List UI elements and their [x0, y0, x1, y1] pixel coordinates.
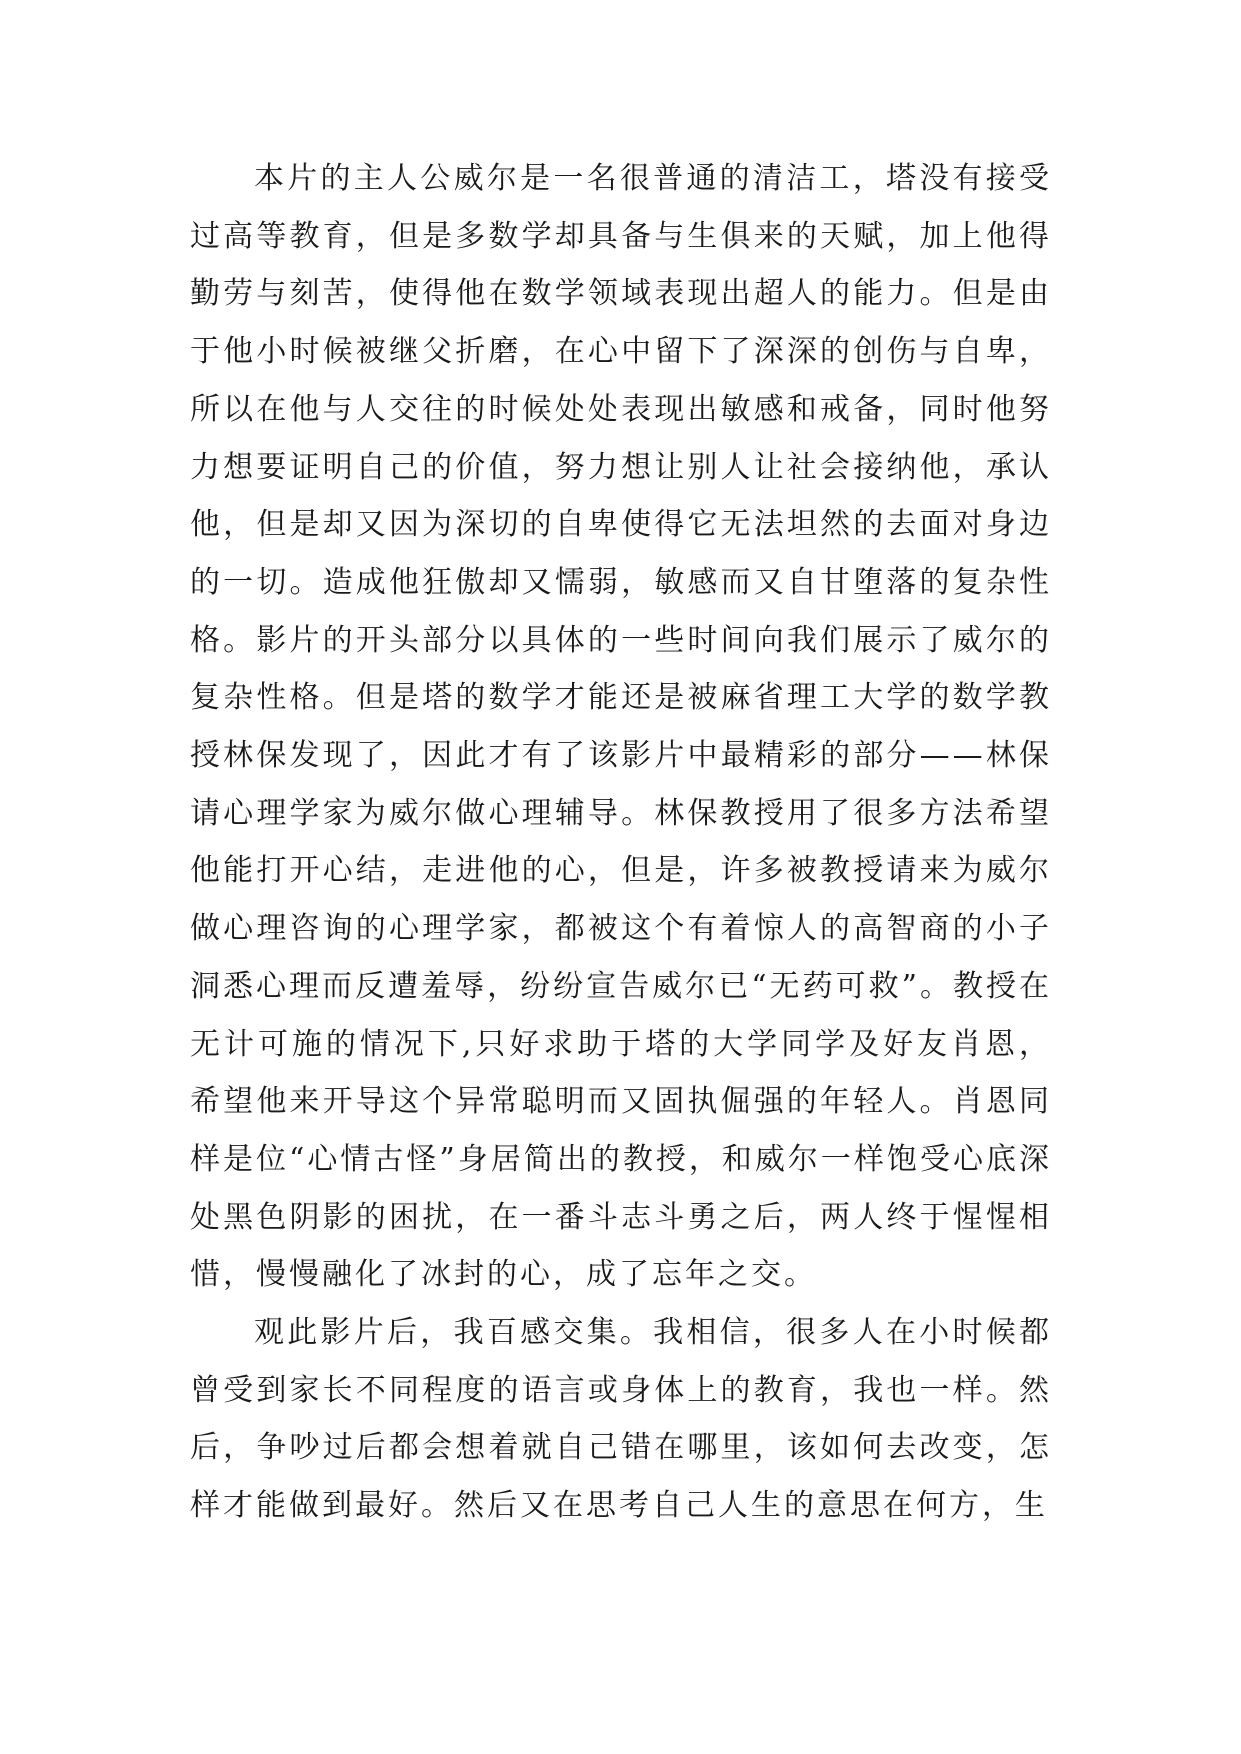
document-body — [190, 150, 1052, 1535]
paragraph-2: 观此影片后，我百感交集。我相信，很多人在小时候都曾受到家长不同程度的语言或身体上的教育，我也一样。然后，争吵过后都会想着就自己错在哪里，该如何去改变，怎样才能做到最好。然后又在思考自己人生的意思在何方，生 — [190, 1315, 1052, 1524]
paragraph-1: 本片的主人公威尔是一名很普通的清洁工，塔没有接受过高等教育，但是多数学却具备与生俱来的天赋，加上他得勤劳与刻苦，使得他在数学领域表现出超人的能力。但是由于他小时候被继父折磨，在心中留下了深深的创伤与自卑，所以在他与人交往的时候处处表现出敏感和戒备，同时他努力想要证明自己的价值，努力想让别人让社会接纳他，承认他，但是却又因为深切的自卑使得它无法坦然的去面对身边的一切。造成他狂傲却又懦弱，敏感而又自甘堕落的复杂性格。影片的开头部分以具体的一些时间向我们展示了威尔的复杂性格。但是塔的数学才能还是被麻省理工大学的数学教授林保发现了，因此才有了该影片中最精彩的部分——林保请心理学家为威尔做心理辅导。林保教授用了很多方法希望他能打开心结，走进他的心，但是，许多被教授请来为威尔做心理咨询的心理学家，都被这个有着惊人的高智商的小子洞悉心理而反遭羞辱，纷纷宣告威尔已“无药可救”。教授在无计可施的情况下,只好求助于塔的大学同学及好友肖恩，希望他来开导这个异常聪明而又固执倔强的年轻人。肖恩同样是位“心情古怪”身居简出的教授，和威尔一样饱受心底深处黑色阴影的困扰，在一番斗志斗勇之后，两人终于惺惺相惜，慢慢融化了冰封的心，成了忘年之交。 — [190, 161, 1052, 1293]
